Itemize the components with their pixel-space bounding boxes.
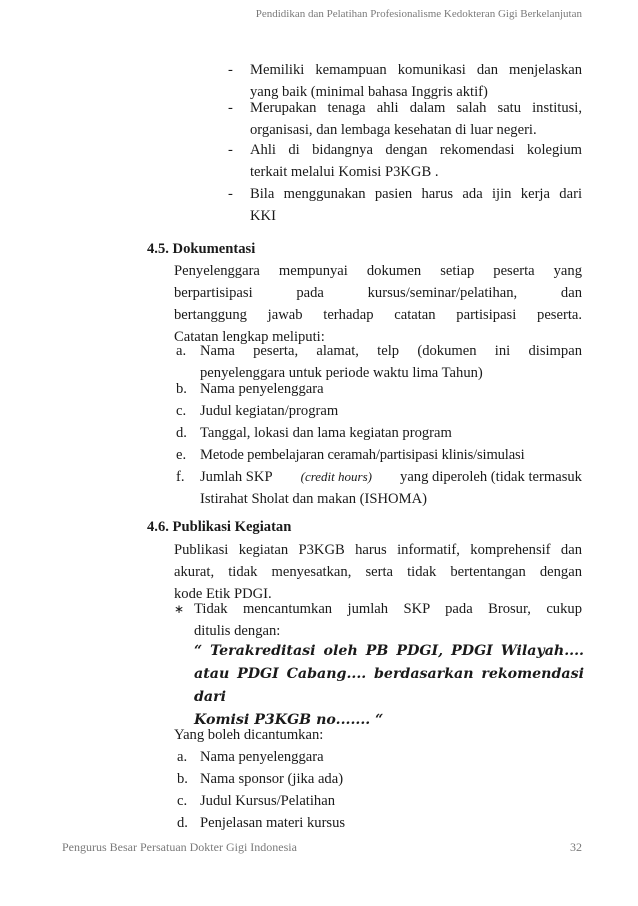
section-heading-4-5	[147, 238, 255, 260]
list-item-text: penyelenggara untuk periode waktu lima Tahun)	[200, 365, 483, 381]
dash-item-line: Bila menggunakan pasien harus ada ijin kerja dari	[250, 186, 582, 202]
list-item	[176, 466, 582, 510]
accreditation-quote	[194, 640, 584, 732]
dash-item-line: organisasi, dan lembaga kesehatan di luar negeri.	[250, 122, 537, 138]
list-item-text: Judul kegiatan/program	[200, 403, 339, 419]
list-item	[176, 422, 582, 444]
section-number: 4.5.	[147, 241, 169, 257]
list-label: b.	[177, 771, 188, 787]
list-item-text-part: yang diperoleh (tidak termasuk	[400, 469, 582, 485]
running-header: Pendidikan dan Pelatihan Profesionalisme Kedokteran Gigi Berkelanjutan	[255, 8, 582, 20]
list-item	[228, 97, 582, 141]
list-item-text: Nama sponsor (jika ada)	[200, 771, 344, 787]
paragraph-line: bertanggung jawab terhadap catatan partisipasi peserta.	[174, 307, 582, 323]
dash-marker: -	[228, 100, 233, 116]
list-label: d.	[176, 425, 187, 441]
list-item	[177, 768, 582, 790]
dash-marker: -	[228, 62, 233, 78]
list-item	[177, 746, 582, 768]
list-label: a.	[176, 343, 187, 359]
list-label: b.	[176, 381, 187, 397]
quote-line: atau PDGI Cabang.... berdasarkan rekomendasi dari	[194, 666, 584, 705]
quote-line: Komisi P3KGB no....... “	[194, 712, 384, 728]
list-label: f.	[176, 469, 185, 485]
list-item-text: Nama peserta, alamat, telp (dokumen ini disimpan	[200, 343, 582, 359]
list-item-text: Metode pembelajaran ceramah/partisipasi klinis/simulasi	[200, 447, 525, 463]
list-item	[176, 400, 582, 422]
list-item-text: Nama penyelenggara	[200, 749, 324, 765]
list-label: c.	[176, 403, 187, 419]
dash-marker: -	[228, 142, 233, 158]
quote-line: “ Terakreditasi oleh PB PDGI, PDGI Wilayah....	[194, 643, 584, 659]
list-item-text: Nama penyelenggara	[200, 381, 324, 397]
paragraph-line: kode Etik PDGI.	[174, 586, 272, 602]
section-4-6-intro	[174, 539, 582, 605]
list-item	[228, 183, 582, 227]
list-item-text: Tanggal, lokasi dan lama kegiatan program	[200, 425, 452, 441]
bullet-marker: ∗	[174, 602, 185, 616]
list-item-text: Judul Kursus/Pelatihan	[200, 793, 335, 809]
list-label: d.	[177, 815, 188, 831]
list-item-text: Penjelasan materi kursus	[200, 815, 346, 831]
dash-item-line: Memiliki kemampuan komunikasi dan menjelaskan	[250, 62, 582, 78]
paragraph-line: Publikasi kegiatan P3KGB harus informatif, komprehensif dan	[174, 542, 582, 558]
allowed-title: Yang boleh dicantumkan:	[174, 727, 324, 743]
bullet-item	[174, 598, 582, 642]
section-4-5-intro	[174, 260, 582, 348]
section-number: 4.6.	[147, 519, 169, 535]
list-item	[176, 444, 582, 466]
list-item	[177, 812, 582, 834]
bullet-text: Tidak mencantumkan jumlah SKP pada Brosur, cukup	[194, 601, 582, 617]
list-item	[228, 139, 582, 183]
dash-item-line: yang baik (minimal bahasa Inggris aktif)	[250, 84, 488, 100]
section-heading-4-6	[147, 516, 291, 538]
list-label: a.	[177, 749, 188, 765]
list-item-text-italic: (credit hours)	[300, 469, 372, 484]
dash-item-line: Merupakan tenaga ahli dalam salah satu institusi,	[250, 100, 582, 116]
paragraph-line: berpartisipasi pada kursus/seminar/pelatihan, dan	[174, 285, 582, 301]
dash-item-line: terkait melalui Komisi P3KGB .	[250, 164, 439, 180]
allowed-list	[177, 746, 582, 834]
section-4-5-list	[176, 340, 582, 510]
list-label: e.	[176, 447, 187, 463]
dash-item-line: KKI	[250, 208, 276, 224]
section-title: Dokumentasi	[172, 241, 256, 257]
dash-marker: -	[228, 186, 233, 202]
list-item-text	[200, 466, 582, 488]
paragraph-line: Penyelenggara mempunyai dokumen setiap peserta yang	[174, 263, 582, 279]
bullet-text: ditulis dengan:	[194, 623, 281, 639]
list-item-text: Istirahat Sholat dan makan (ISHOMA)	[200, 491, 427, 507]
list-label: c.	[177, 793, 188, 809]
section-title: Publikasi Kegiatan	[172, 519, 292, 535]
paragraph-line: akurat, tidak menyesatkan, serta tidak bertentangan dengan	[174, 564, 582, 580]
dash-item-line: Ahli di bidangnya dengan rekomendasi kolegium	[250, 142, 582, 158]
list-item	[176, 378, 582, 400]
list-item	[177, 790, 582, 812]
page-number: 32	[570, 840, 582, 854]
paragraph-line: Catatan lengkap meliputi:	[174, 329, 325, 345]
footer-organization: Pengurus Besar Persatuan Dokter Gigi Indonesia	[62, 840, 297, 854]
dash-list	[228, 59, 582, 235]
list-item-text-part: Jumlah SKP	[200, 469, 273, 485]
